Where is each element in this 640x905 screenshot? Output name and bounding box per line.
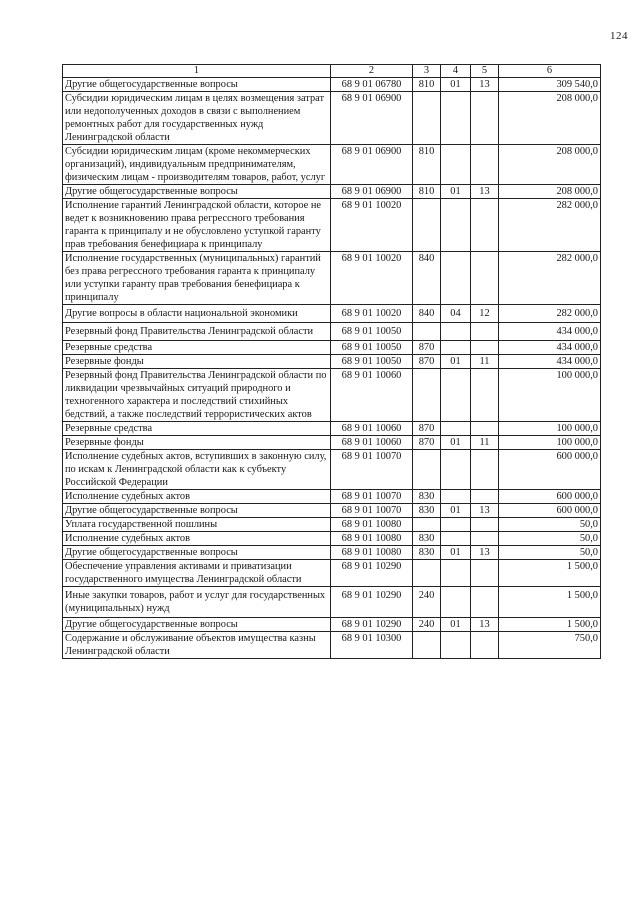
row-subsection [471,199,499,252]
row-expense-type: 240 [413,618,441,632]
header-col-6: 6 [499,65,601,78]
row-subsection [471,532,499,546]
table-row [63,618,601,632]
table-row [63,185,601,199]
row-expense-type [413,518,441,532]
row-code: 68 9 01 10290 [331,618,413,632]
row-expense-type: 810 [413,185,441,199]
row-code: 68 9 01 10080 [331,518,413,532]
row-expense-type: 870 [413,355,441,369]
row-code: 68 9 01 10050 [331,323,413,341]
row-code: 68 9 01 10050 [331,355,413,369]
row-subsection: 13 [471,546,499,560]
row-amount: 434 000,0 [499,323,601,341]
row-section [441,323,471,341]
table-header-row [63,65,601,78]
row-subsection: 13 [471,504,499,518]
row-amount: 100 000,0 [499,369,601,422]
row-expense-type [413,92,441,145]
row-expense-type: 830 [413,490,441,504]
row-name: Другие общегосударственные вопросы [63,546,331,560]
table-row [63,355,601,369]
row-section: 01 [441,504,471,518]
row-name: Другие общегосударственные вопросы [63,504,331,518]
header-col-4: 4 [441,65,471,78]
row-name: Иные закупки товаров, работ и услуг для государственных (муниципальных) нужд [63,587,331,618]
table-row [63,450,601,490]
row-subsection [471,92,499,145]
row-subsection: 11 [471,355,499,369]
row-expense-type [413,199,441,252]
row-section: 01 [441,436,471,450]
budget-table [62,64,601,659]
table-row [63,422,601,436]
row-subsection [471,341,499,355]
table-row [63,587,601,618]
table-row [63,546,601,560]
table-row [63,369,601,422]
row-section [441,518,471,532]
row-name: Исполнение судебных актов [63,490,331,504]
row-code: 68 9 01 10290 [331,560,413,587]
row-expense-type [413,632,441,659]
row-name: Исполнение государственных (муниципальных) гарантий без права регрессного требования гаранта к принципалу или уступки гаранту прав требования бенефициара к принципалу [63,252,331,305]
row-amount: 50,0 [499,546,601,560]
row-subsection: 11 [471,436,499,450]
row-subsection [471,422,499,436]
table-row [63,341,601,355]
row-section [441,532,471,546]
row-code: 68 9 01 06900 [331,185,413,199]
row-name: Резервные фонды [63,355,331,369]
row-code: 68 9 01 10300 [331,632,413,659]
row-name: Содержание и обслуживание объектов имущества казны Ленинградской области [63,632,331,659]
table-row [63,436,601,450]
row-amount: 100 000,0 [499,422,601,436]
row-amount: 282 000,0 [499,252,601,305]
row-name: Другие вопросы в области национальной экономики [63,305,331,323]
row-expense-type: 870 [413,341,441,355]
row-code: 68 9 01 10070 [331,504,413,518]
row-subsection [471,632,499,659]
row-amount: 100 000,0 [499,436,601,450]
row-amount: 1 500,0 [499,587,601,618]
row-amount: 600 000,0 [499,504,601,518]
row-code: 68 9 01 06900 [331,145,413,185]
row-code: 68 9 01 10080 [331,532,413,546]
row-section [441,92,471,145]
row-expense-type: 870 [413,422,441,436]
row-code: 68 9 01 06780 [331,78,413,92]
table-body [63,78,601,659]
row-name: Исполнение судебных актов [63,532,331,546]
row-section [441,341,471,355]
row-section: 01 [441,78,471,92]
row-expense-type: 840 [413,252,441,305]
row-name: Другие общегосударственные вопросы [63,185,331,199]
table-row [63,145,601,185]
row-expense-type: 870 [413,436,441,450]
header-col-2: 2 [331,65,413,78]
row-name: Исполнение гарантий Ленинградской области, которое не ведет к возникновению права регрессного требования гаранта к принципалу и не обусловлено уступкой гаранту прав требования бенефициара к принципалу [63,199,331,252]
row-expense-type: 240 [413,587,441,618]
row-expense-type [413,323,441,341]
row-name: Резервный фонд Правительства Ленинградской области по ликвидации чрезвычайных ситуаций природного и техногенного характера и последствий стихийных бедствий, а также последствий террористических актов [63,369,331,422]
row-name: Резервные средства [63,341,331,355]
header-col-3: 3 [413,65,441,78]
row-amount: 282 000,0 [499,199,601,252]
row-expense-type: 810 [413,78,441,92]
row-amount: 1 500,0 [499,618,601,632]
row-amount: 282 000,0 [499,305,601,323]
row-name: Другие общегосударственные вопросы [63,618,331,632]
page-number: 124 [610,30,628,42]
row-subsection [471,450,499,490]
row-amount: 309 540,0 [499,78,601,92]
row-amount: 434 000,0 [499,355,601,369]
row-amount: 50,0 [499,518,601,532]
row-expense-type [413,369,441,422]
row-section: 01 [441,618,471,632]
row-name: Субсидии юридическим лицам (кроме некоммерческих организаций), индивидуальным предпринимателям, физическим лицам - производителям товаров, работ, услуг [63,145,331,185]
table-row [63,490,601,504]
row-expense-type: 840 [413,305,441,323]
row-section [441,252,471,305]
table-row [63,199,601,252]
table-row [63,632,601,659]
table-row [63,252,601,305]
row-section [441,632,471,659]
row-name: Резервный фонд Правительства Ленинградской области [63,323,331,341]
row-code: 68 9 01 10060 [331,436,413,450]
header-col-5: 5 [471,65,499,78]
row-code: 68 9 01 10070 [331,450,413,490]
table-row [63,532,601,546]
row-subsection: 13 [471,78,499,92]
row-section: 04 [441,305,471,323]
row-expense-type: 810 [413,145,441,185]
row-amount: 600 000,0 [499,490,601,504]
row-amount: 50,0 [499,532,601,546]
row-subsection [471,323,499,341]
row-section: 01 [441,185,471,199]
row-code: 68 9 01 10060 [331,422,413,436]
table-row [63,504,601,518]
row-name: Субсидии юридическим лицам в целях возмещения затрат или недополученных доходов в связи с выполнением ремонтных работ для государственных нужд Ленинградской области [63,92,331,145]
row-section [441,145,471,185]
row-name: Обеспечение управления активами и приватизации государственного имущества Ленинградской области [63,560,331,587]
row-expense-type [413,560,441,587]
row-code: 68 9 01 10020 [331,305,413,323]
row-amount: 208 000,0 [499,145,601,185]
row-subsection: 12 [471,305,499,323]
table-row [63,518,601,532]
table-row [63,78,601,92]
row-subsection [471,252,499,305]
row-expense-type: 830 [413,504,441,518]
row-code: 68 9 01 10060 [331,369,413,422]
row-subsection [471,560,499,587]
row-section [441,587,471,618]
row-code: 68 9 01 10290 [331,587,413,618]
row-code: 68 9 01 10020 [331,199,413,252]
row-subsection [471,369,499,422]
row-code: 68 9 01 10020 [331,252,413,305]
row-section [441,490,471,504]
table-row [63,305,601,323]
row-section [441,199,471,252]
row-code: 68 9 01 10080 [331,546,413,560]
row-subsection: 13 [471,618,499,632]
row-section [441,560,471,587]
row-subsection: 13 [471,185,499,199]
row-amount: 208 000,0 [499,92,601,145]
row-code: 68 9 01 06900 [331,92,413,145]
row-amount: 208 000,0 [499,185,601,199]
table-row [63,560,601,587]
row-amount: 750,0 [499,632,601,659]
row-amount: 600 000,0 [499,450,601,490]
table-row [63,323,601,341]
row-subsection [471,587,499,618]
row-amount: 1 500,0 [499,560,601,587]
table-row [63,92,601,145]
row-subsection [471,145,499,185]
row-code: 68 9 01 10050 [331,341,413,355]
row-name: Резервные средства [63,422,331,436]
row-name: Исполнение судебных актов, вступивших в законную силу, по искам к Ленинградской области как к субъекту Российской Федерации [63,450,331,490]
row-expense-type: 830 [413,532,441,546]
row-expense-type: 830 [413,546,441,560]
row-name: Другие общегосударственные вопросы [63,78,331,92]
row-amount: 434 000,0 [499,341,601,355]
row-subsection [471,518,499,532]
row-subsection [471,490,499,504]
row-expense-type [413,450,441,490]
row-section: 01 [441,546,471,560]
row-name: Уплата государственной пошлины [63,518,331,532]
header-col-1: 1 [63,65,331,78]
row-name: Резервные фонды [63,436,331,450]
row-section: 01 [441,355,471,369]
row-section [441,422,471,436]
row-section [441,450,471,490]
row-section [441,369,471,422]
row-code: 68 9 01 10070 [331,490,413,504]
